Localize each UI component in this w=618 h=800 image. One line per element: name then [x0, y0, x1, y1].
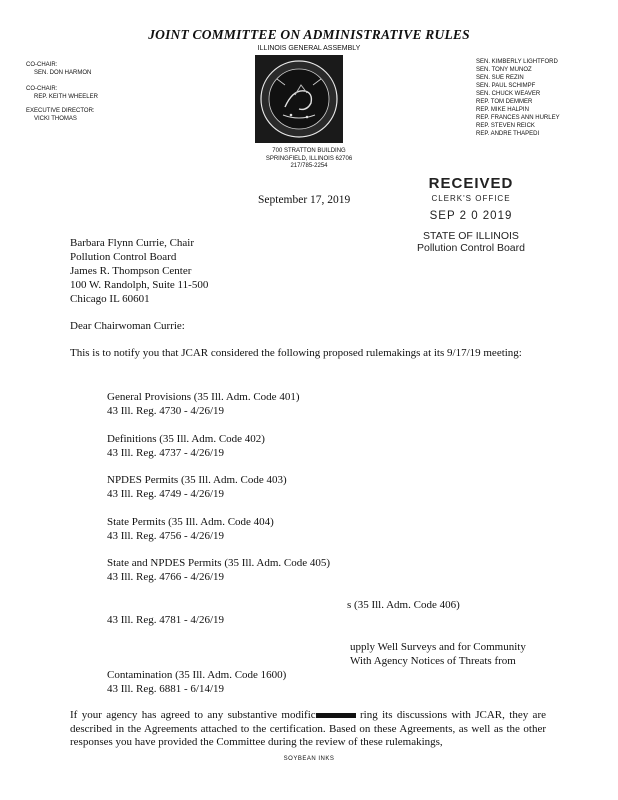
stamp-state: STATE OF ILLINOIS	[423, 230, 519, 242]
member-name: REP. TOM DEMMER	[476, 99, 533, 105]
rulemaking-fragment-line: With Agency Notices of Threats from	[350, 655, 516, 667]
rulemaking-name: General Provisions (35 Ill. Adm. Code 401)	[107, 391, 300, 403]
rulemaking-name: Definitions (35 Ill. Adm. Code 402)	[107, 433, 265, 445]
closing-text: ring its discussions with JCAR, they are described in the Agreements attached to the certification. Based on these Agreements, as well as the other responses you have provided the Committee during the review of these rulemakings,	[70, 709, 546, 748]
clerk-office-label: CLERK'S OFFICE	[431, 194, 511, 203]
recipient-line: Chicago IL 60601	[70, 293, 150, 305]
member-name: SEN. CHUCK WEAVER	[476, 91, 541, 97]
received-date: SEP 2 0 2019	[429, 210, 513, 222]
phone-number: 217/785-2254	[290, 163, 328, 169]
recipient-line: Barbara Flynn Currie, Chair	[70, 237, 195, 249]
rulemaking-register: 43 Ill. Reg. 4749 - 4/26/19	[107, 488, 225, 500]
co-chair-name: SEN. DON HARMON	[34, 69, 92, 76]
recipient-line: James R. Thompson Center	[70, 265, 192, 277]
member-name: REP. MIKE HALPIN	[476, 107, 529, 113]
rulemaking-register: 43 Ill. Reg. 4766 - 4/26/19	[107, 571, 225, 583]
closing-paragraph	[70, 709, 546, 750]
salutation: Dear Chairwoman Currie:	[70, 320, 185, 332]
soybean-inks-footer: SOYBEAN INKS	[283, 756, 335, 762]
stamp-board: Pollution Control Board	[417, 242, 525, 254]
co-chair-role: CO-CHAIR:	[26, 62, 58, 68]
co-chair-name: REP. KEITH WHEELER	[34, 93, 98, 100]
rulemaking-item	[107, 390, 299, 418]
rulemaking-register: 43 Ill. Reg. 4781 - 4/26/19	[107, 614, 225, 626]
member-name: REP. FRANCES ANN HURLEY	[476, 115, 560, 121]
member-name: REP. STEVEN REICK	[476, 123, 535, 129]
member-name: SEN. TONY MUNOZ	[476, 67, 532, 73]
member-name: SEN. PAUL SCHIMPF	[476, 83, 536, 89]
member-name: REP. ANDRE THAPEDI	[476, 131, 540, 137]
assembly-subtitle: ILLINOIS GENERAL ASSEMBLY	[257, 45, 361, 52]
address-line: 700 STRATTON BUILDING	[272, 148, 346, 154]
address-line: SPRINGFIELD, ILLINOIS 62706	[265, 155, 353, 162]
rulemaking-register: 43 Ill. Reg. 6881 - 6/14/19	[107, 683, 225, 695]
rulemaking-item	[107, 556, 330, 584]
co-chair-role: CO-CHAIR:	[26, 86, 58, 92]
director-name: VICKI THOMAS	[34, 115, 77, 122]
co-chair-senate	[26, 62, 91, 77]
member-name: SEN. SUE REZIN	[476, 75, 524, 81]
rulemaking-item	[107, 432, 265, 460]
received-stamp	[396, 175, 546, 254]
recipient-line: 100 W. Randolph, Suite 11-500	[70, 279, 209, 291]
member-name: SEN. KIMBERLY LIGHTFORD	[476, 59, 558, 65]
rulemaking-name: State Permits (35 Ill. Adm. Code 404)	[107, 516, 274, 528]
rulemaking-register: 43 Ill. Reg. 4730 - 4/26/19	[107, 405, 225, 417]
received-label: RECEIVED	[428, 175, 514, 192]
member-list	[476, 58, 560, 138]
rulemaking-name: Contamination (35 Ill. Adm. Code 1600)	[107, 669, 287, 681]
rulemaking-fragment: s (35 Ill. Adm. Code 406)	[347, 599, 460, 611]
co-chair-house	[26, 86, 98, 101]
letter-date: September 17, 2019	[258, 194, 351, 206]
recipient-address	[70, 236, 208, 306]
intro-paragraph: This is to notify you that JCAR considered the following proposed rulemakings at its 9/17/19 meeting:	[70, 347, 522, 359]
rulemaking-item	[107, 515, 274, 543]
rulemaking-fragment	[350, 640, 550, 668]
state-seal-icon	[255, 55, 343, 143]
rulemaking-name: NPDES Permits (35 Ill. Adm. Code 403)	[107, 474, 287, 486]
closing-text: If your agency has agreed to any substantive modific	[70, 709, 316, 721]
rulemaking-item	[107, 473, 287, 501]
rulemaking-item	[107, 668, 286, 696]
executive-director	[26, 108, 95, 123]
director-role: EXECUTIVE DIRECTOR:	[26, 108, 95, 114]
rulemaking-fragment-line: upply Well Surveys and for Community	[350, 641, 526, 653]
rulemaking-name: State and NPDES Permits (35 Ill. Adm. Code 405)	[107, 557, 331, 569]
redaction-mark	[316, 713, 356, 718]
recipient-line: Pollution Control Board	[70, 251, 177, 263]
rulemaking-register: 43 Ill. Reg. 4737 - 4/26/19	[107, 447, 225, 459]
committee-address	[0, 148, 618, 171]
rulemaking-register: 43 Ill. Reg. 4756 - 4/26/19	[107, 530, 225, 542]
committee-title: JOINT COMMITTEE ON ADMINISTRATIVE RULES	[148, 27, 470, 42]
